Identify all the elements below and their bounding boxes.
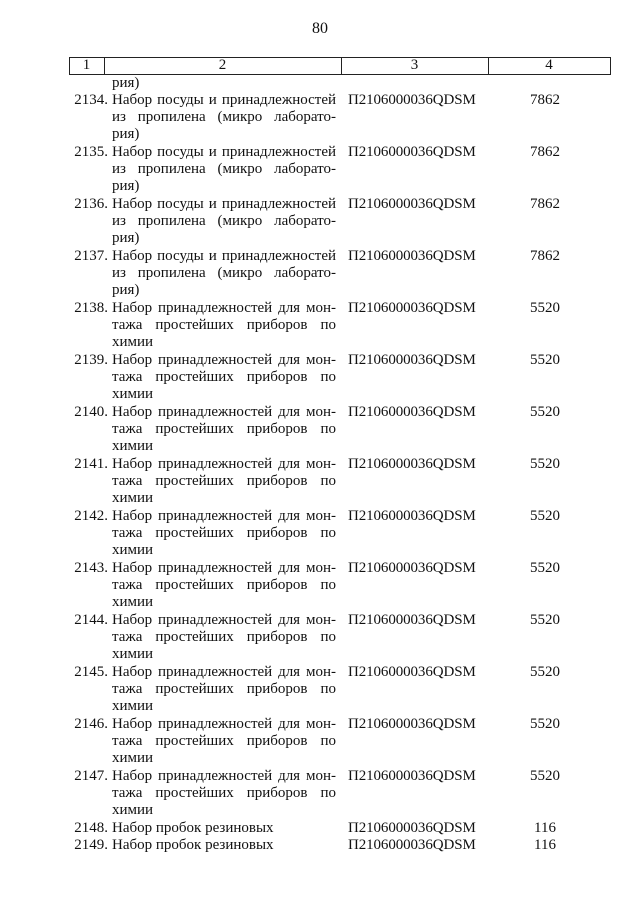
header-col-4: 4 bbox=[545, 57, 553, 73]
page-number: 80 bbox=[312, 20, 328, 37]
row-quantity: 7862 bbox=[530, 92, 560, 108]
row-number: 2148. bbox=[74, 820, 108, 836]
row-name-line: рия) bbox=[112, 282, 140, 298]
rows-container bbox=[0, 92, 640, 854]
row-name-line: Набор принадлежностей для мон- bbox=[112, 508, 336, 524]
row-name bbox=[112, 612, 336, 663]
row-quantity: 5520 bbox=[530, 300, 560, 316]
row-name-line: тажа простейших приборов по bbox=[112, 577, 336, 593]
row-code: П2106000036QDSM bbox=[348, 820, 476, 836]
row-name-line: Набор принадлежностей для мон- bbox=[112, 352, 336, 368]
row-quantity: 5520 bbox=[530, 612, 560, 628]
row-number: 2144. bbox=[74, 612, 108, 628]
row-name-line: тажа простейших приборов по bbox=[112, 473, 336, 489]
row-code: П2106000036QDSM bbox=[348, 508, 476, 524]
table-row bbox=[0, 92, 640, 144]
row-name-line: из пропилена (микро лаборато- bbox=[112, 161, 336, 177]
row-name bbox=[112, 820, 336, 837]
row-name-line: Набор принадлежностей для мон- bbox=[112, 404, 336, 420]
row-quantity: 5520 bbox=[530, 352, 560, 368]
row-quantity: 5520 bbox=[530, 664, 560, 680]
row-name-line: Набор принадлежностей для мон- bbox=[112, 664, 336, 680]
table-row bbox=[0, 768, 640, 820]
row-name bbox=[112, 508, 336, 559]
row-name-line: Набор принадлежностей для мон- bbox=[112, 456, 336, 472]
row-name bbox=[112, 404, 336, 455]
row-code: П2106000036QDSM bbox=[348, 612, 476, 628]
table-row bbox=[0, 352, 640, 404]
row-name-line: Набор принадлежностей для мон- bbox=[112, 716, 336, 732]
table-row bbox=[0, 716, 640, 768]
row-name-line: из пропилена (микро лаборато- bbox=[112, 213, 336, 229]
row-code: П2106000036QDSM bbox=[348, 196, 476, 212]
row-name-line: тажа простейших приборов по bbox=[112, 733, 336, 749]
row-name-line: тажа простейших приборов по bbox=[112, 629, 336, 645]
row-quantity: 7862 bbox=[530, 196, 560, 212]
table-row bbox=[0, 560, 640, 612]
table-row bbox=[0, 612, 640, 664]
row-name-line: Набор посуды и принадлежностей bbox=[112, 248, 336, 264]
row-quantity: 5520 bbox=[530, 404, 560, 420]
row-name-line: Набор посуды и принадлежностей bbox=[112, 196, 336, 212]
row-name bbox=[112, 664, 336, 715]
row-name-line: тажа простейших приборов по bbox=[112, 421, 336, 437]
row-name-line: тажа простейших приборов по bbox=[112, 369, 336, 385]
row-name-line: химии bbox=[112, 334, 154, 350]
row-name-line: Набор принадлежностей для мон- bbox=[112, 612, 336, 628]
table-row bbox=[0, 404, 640, 456]
row-number: 2143. bbox=[74, 560, 108, 576]
row-number: 2136. bbox=[74, 196, 108, 212]
row-number: 2138. bbox=[74, 300, 108, 316]
row-name-line: химии bbox=[112, 490, 154, 506]
table-row bbox=[0, 837, 640, 854]
row-name-line: из пропилена (микро лаборато- bbox=[112, 109, 336, 125]
table-row bbox=[0, 664, 640, 716]
row-quantity: 5520 bbox=[530, 716, 560, 732]
row-code: П2106000036QDSM bbox=[348, 300, 476, 316]
row-name bbox=[112, 300, 336, 351]
row-name bbox=[112, 716, 336, 767]
row-number: 2139. bbox=[74, 352, 108, 368]
row-number: 2142. bbox=[74, 508, 108, 524]
row-name-line: тажа простейших приборов по bbox=[112, 317, 336, 333]
row-quantity: 7862 bbox=[530, 144, 560, 160]
table-row bbox=[0, 456, 640, 508]
row-code: П2106000036QDSM bbox=[348, 768, 476, 784]
row-code: П2106000036QDSM bbox=[348, 144, 476, 160]
row-quantity: 5520 bbox=[530, 508, 560, 524]
row-number: 2146. bbox=[74, 716, 108, 732]
row-name bbox=[112, 456, 336, 507]
row-name-line: рия) bbox=[112, 126, 140, 142]
row-quantity: 5520 bbox=[530, 768, 560, 784]
row-code: П2106000036QDSM bbox=[348, 837, 476, 853]
row-name-line: химии bbox=[112, 542, 154, 558]
row-number: 2149. bbox=[74, 837, 108, 853]
row-name bbox=[112, 92, 336, 143]
row-code: П2106000036QDSM bbox=[348, 92, 476, 108]
table-body bbox=[0, 75, 640, 854]
row-quantity: 5520 bbox=[530, 456, 560, 472]
header-col-3: 3 bbox=[410, 57, 419, 73]
row-name bbox=[112, 560, 336, 611]
row-quantity: 116 bbox=[534, 820, 556, 836]
row-name-line: Набор принадлежностей для мон- bbox=[112, 300, 336, 316]
row-code: П2106000036QDSM bbox=[348, 352, 476, 368]
row-name-line: химии bbox=[112, 594, 154, 610]
row-number: 2145. bbox=[74, 664, 108, 680]
row-number: 2137. bbox=[74, 248, 108, 264]
row-name bbox=[112, 837, 336, 854]
row-name-line: рия) bbox=[112, 230, 140, 246]
row-name-line: химии bbox=[112, 438, 154, 454]
row-name-line: тажа простейших приборов по bbox=[112, 525, 336, 541]
table-row bbox=[0, 300, 640, 352]
row-code: П2106000036QDSM bbox=[348, 560, 476, 576]
row-name-line: Набор принадлежностей для мон- bbox=[112, 560, 336, 576]
header-col-2: 2 bbox=[218, 57, 227, 73]
row-quantity: 116 bbox=[534, 837, 556, 853]
row-name-line: химии bbox=[112, 802, 154, 818]
row-name-line: Набор посуды и принадлежностей bbox=[112, 144, 336, 160]
row-name bbox=[112, 196, 336, 247]
row-name-line: из пропилена (микро лаборато- bbox=[112, 265, 336, 281]
row-quantity: 7862 bbox=[530, 248, 560, 264]
row-code: П2106000036QDSM bbox=[348, 716, 476, 732]
row-name-line: тажа простейших приборов по bbox=[112, 785, 336, 801]
row-number: 2140. bbox=[74, 404, 108, 420]
row-name-line: тажа простейших приборов по bbox=[112, 681, 336, 697]
table-row bbox=[0, 248, 640, 300]
row-quantity: 5520 bbox=[530, 560, 560, 576]
row-number: 2141. bbox=[74, 456, 108, 472]
header-col-1: 1 bbox=[82, 57, 91, 73]
row-name bbox=[112, 768, 336, 819]
row-name bbox=[112, 352, 336, 403]
row-code: П2106000036QDSM bbox=[348, 664, 476, 680]
row-name-line: рия) bbox=[112, 178, 140, 194]
table-row bbox=[0, 144, 640, 196]
row-name-line: химии bbox=[112, 386, 154, 402]
row-code: П2106000036QDSM bbox=[348, 404, 476, 420]
row-name bbox=[112, 144, 336, 195]
row-name-line: Набор посуды и принадлежностей bbox=[112, 92, 336, 108]
row-number: 2135. bbox=[74, 144, 108, 160]
row-name-line: Набор пробок резиновых bbox=[112, 837, 274, 853]
row-name-line: Набор принадлежностей для мон- bbox=[112, 768, 336, 784]
row-number: 2147. bbox=[74, 768, 108, 784]
table-row bbox=[0, 820, 640, 837]
header-divider-5 bbox=[610, 57, 611, 74]
row-name-line: химии bbox=[112, 750, 154, 766]
row-name-line: Набор пробок резиновых bbox=[112, 820, 274, 836]
table-row bbox=[0, 508, 640, 560]
row-name bbox=[112, 248, 336, 299]
continuation-row bbox=[0, 75, 640, 92]
row-name-line: химии bbox=[112, 646, 154, 662]
continuation-text: рия) bbox=[112, 75, 140, 91]
row-name-line: химии bbox=[112, 698, 154, 714]
row-code: П2106000036QDSM bbox=[348, 456, 476, 472]
row-code: П2106000036QDSM bbox=[348, 248, 476, 264]
table-row bbox=[0, 196, 640, 248]
row-number: 2134. bbox=[74, 92, 108, 108]
